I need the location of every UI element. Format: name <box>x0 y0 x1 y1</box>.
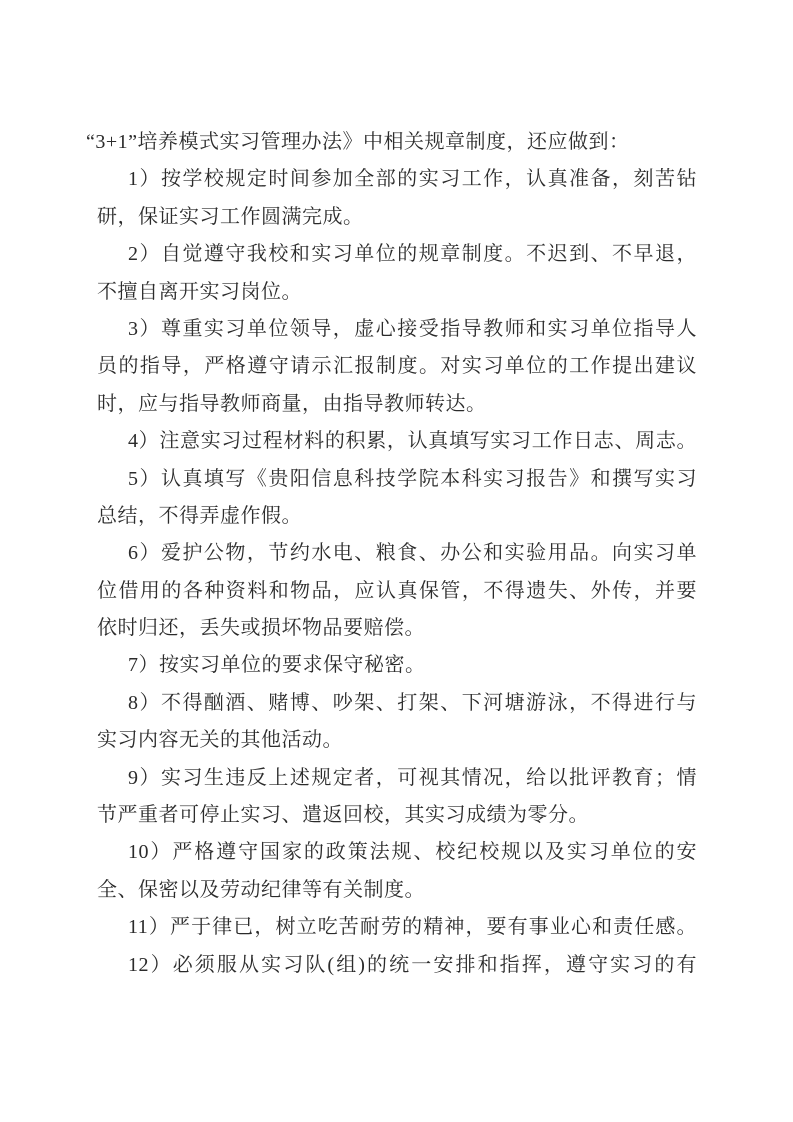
text-line: 1）按学校规定时间参加全部的实习工作，认真准备，刻苦钻 <box>128 168 697 191</box>
text-line: 11）严于律已，树立吃苦耐劳的精神，要有事业心和责任感。 <box>128 916 697 939</box>
text-line: 10）严格遵守国家的政策法规、校纪校规以及实习单位的安 <box>128 841 697 864</box>
text-line: 员的指导，严格遵守请示汇报制度。对实习单位的工作提出建议 <box>97 355 697 378</box>
text-line: 依时归还，丢失或损坏物品要赔偿。 <box>97 617 425 640</box>
text-line: 8）不得酗酒、赌博、吵架、打架、下河塘游泳，不得进行与 <box>128 691 697 714</box>
text-line: 2）自觉遵守我校和实习单位的规章制度。不迟到、不早退， <box>128 243 697 266</box>
text-line: 4）注意实习过程材料的积累，认真填写实习工作日志、周志。 <box>128 430 697 453</box>
text-line: 7）按实习单位的要求保守秘密。 <box>128 654 426 677</box>
text-line: 研，保证实习工作圆满完成。 <box>97 205 364 228</box>
text-line: “3+1”培养模式实习管理办法》中相关规章制度，还应做到： <box>86 131 630 153</box>
text-line: 9）实习生违反上述规定者，可视其情况，给以批评教育；情 <box>128 766 697 789</box>
text-line: 全、保密以及劳动纪律等有关制度。 <box>97 878 425 901</box>
document-body <box>86 124 697 984</box>
text-line: 位借用的各种资料和物品，应认真保管，不得遗失、外传，并要 <box>97 579 697 602</box>
text-line: 时，应与指导教师商量，由指导教师转达。 <box>97 392 487 415</box>
text-line: 实习内容无关的其他活动。 <box>97 729 343 752</box>
text-line: 5）认真填写《贵阳信息科技学院本科实习报告》和撰写实习 <box>128 467 697 490</box>
text-line: 总结，不得弄虚作假。 <box>97 504 302 527</box>
text-line: 12）必须服从实习队(组)的统一安排和指挥，遵守实习的有 <box>128 953 697 976</box>
text-line: 节严重者可停止实习、遣返回校，其实习成绩为零分。 <box>97 804 589 827</box>
text-line: 6）爱护公物，节约水电、粮食、办公和实验用品。向实习单 <box>128 542 697 565</box>
text-line: 3）尊重实习单位领导，虚心接受指导教师和实习单位指导人 <box>128 317 697 340</box>
text-line: 不擅自离开实习岗位。 <box>97 280 302 303</box>
